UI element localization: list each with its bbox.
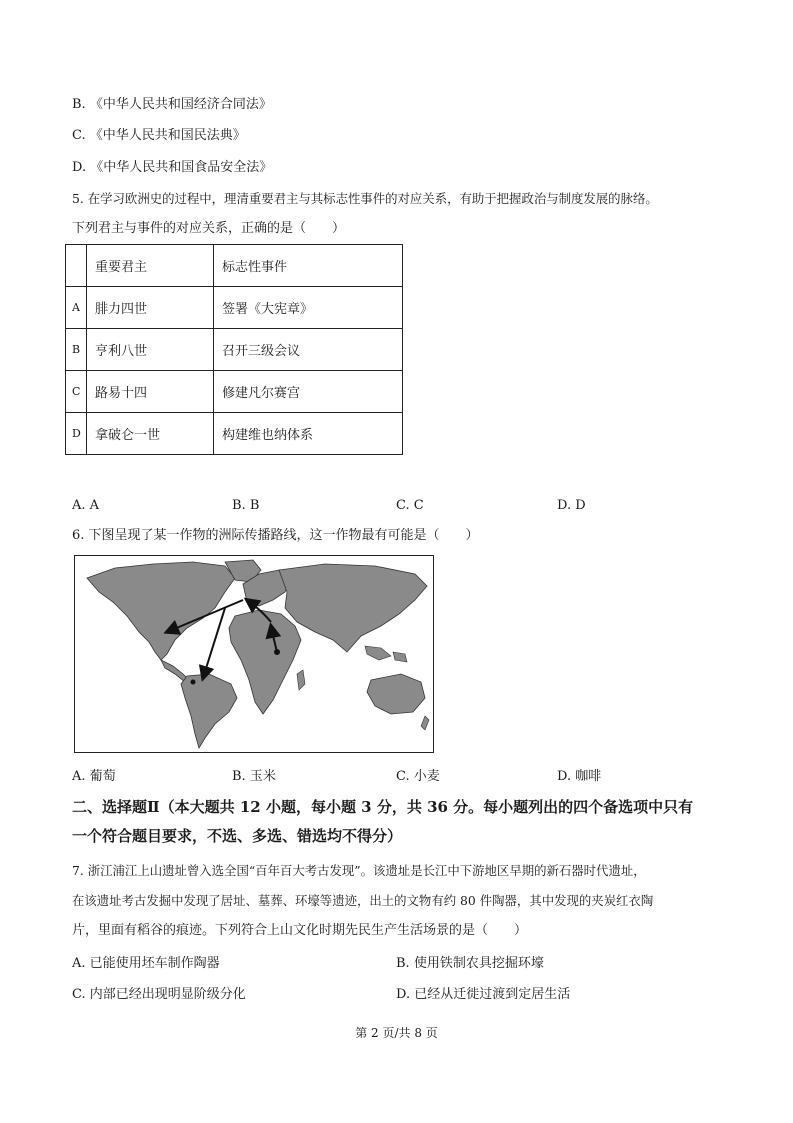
q5-option-d: D. D xyxy=(557,498,586,513)
section2-heading-line1: 二、选择题Ⅱ（本大题共 12 小题，每小题 3 分，共 36 分。每小题列出的四个备选项中只有 xyxy=(72,798,694,816)
row-letter: D xyxy=(66,413,87,455)
row-event: 召开三级会议 xyxy=(214,329,403,371)
q5-option-b: B. B xyxy=(232,498,260,513)
destination-dot xyxy=(191,680,196,685)
table-row xyxy=(66,329,403,371)
madagascar-shape xyxy=(297,670,305,690)
q7-stem-line1: 7. 浙江浦江上山遗址曾入选全国“百年百大考古发现”。该遗址是长江中下游地区早期的新石器时代遗址， xyxy=(72,863,646,878)
row-event: 修建凡尔赛宫 xyxy=(214,371,403,413)
q4-option-b: B. 《中华人民共和国经济合同法》 xyxy=(72,97,272,112)
table-corner-cell xyxy=(66,245,87,287)
q5-option-a: A. A xyxy=(72,498,100,513)
q7-stem-line3: 片，里面有稻谷的痕迹。下列符合上山文化时期先民生产生活场景的是（ ） xyxy=(72,923,528,938)
q7-option-b: B. 使用铁制农具挖掘环壕 xyxy=(396,956,544,971)
q6-stem: 6. 下图呈现了某一作物的洲际传播路线，这一作物最有可能是（ ） xyxy=(72,528,479,543)
world-map-svg xyxy=(75,556,433,752)
row-monarch: 腓力四世 xyxy=(87,287,214,329)
q4-option-c: C. 《中华人民共和国民法典》 xyxy=(72,128,246,143)
q6-option-a: A. 葡萄 xyxy=(72,769,116,784)
q6-option-c: C. 小麦 xyxy=(396,769,440,784)
table-row xyxy=(66,413,403,455)
q7-option-c: C. 内部已经出现明显阶级分化 xyxy=(72,987,246,1002)
table-header-row xyxy=(66,245,403,287)
africa-shape xyxy=(229,610,301,714)
q5-stem-line1: 5. 在学习欧洲史的过程中，理清重要君主与其标志性事件的对应关系，有助于把握政治与制度发展的脉络。 xyxy=(72,191,658,206)
row-monarch: 拿破仑一世 xyxy=(87,413,214,455)
header-monarch: 重要君主 xyxy=(87,245,214,287)
south-america-shape xyxy=(181,674,237,748)
row-monarch: 亨利八世 xyxy=(87,329,214,371)
row-letter: B xyxy=(66,329,87,371)
q6-option-b: B. 玉米 xyxy=(232,769,276,784)
new-zealand-shape xyxy=(421,716,429,730)
row-event: 构建维也纳体系 xyxy=(214,413,403,455)
southeast-asia-islands-shape xyxy=(365,646,407,662)
row-letter: A xyxy=(66,287,87,329)
q7-stem-line2: 在该遗址考古发掘中发现了居址、墓葬、环壕等遗迹，出土的文物有约 80 件陶器，其中发现的夹炭红衣陶 xyxy=(72,893,654,908)
q7-option-a: A. 已能使用坯车制作陶器 xyxy=(72,956,220,971)
australia-shape xyxy=(367,674,425,714)
q6-option-d: D. 咖啡 xyxy=(557,769,602,784)
q5-stem-line2: 下列君主与事件的对应关系，正确的是（ ） xyxy=(72,221,346,236)
route-arrow-south-america xyxy=(203,608,225,678)
q5-table xyxy=(65,244,403,455)
q4-option-d: D. 《中华人民共和国食品安全法》 xyxy=(72,160,273,175)
row-letter: C xyxy=(66,371,87,413)
row-event: 签署《大宪章》 xyxy=(214,287,403,329)
world-map-figure xyxy=(74,555,434,753)
q7-option-d: D. 已经从迁徙过渡到定居生活 xyxy=(396,987,571,1002)
asia-shape xyxy=(279,564,427,652)
row-monarch: 路易十四 xyxy=(87,371,214,413)
table-row xyxy=(66,287,403,329)
q5-option-c: C. C xyxy=(396,498,424,513)
section2-heading-line2: 一个符合题目要求，不选、多选、错选均不得分） xyxy=(72,827,403,845)
header-event: 标志性事件 xyxy=(214,245,403,287)
page-footer: 第 2 页/共 8 页 xyxy=(355,1026,438,1040)
table-row xyxy=(66,371,403,413)
